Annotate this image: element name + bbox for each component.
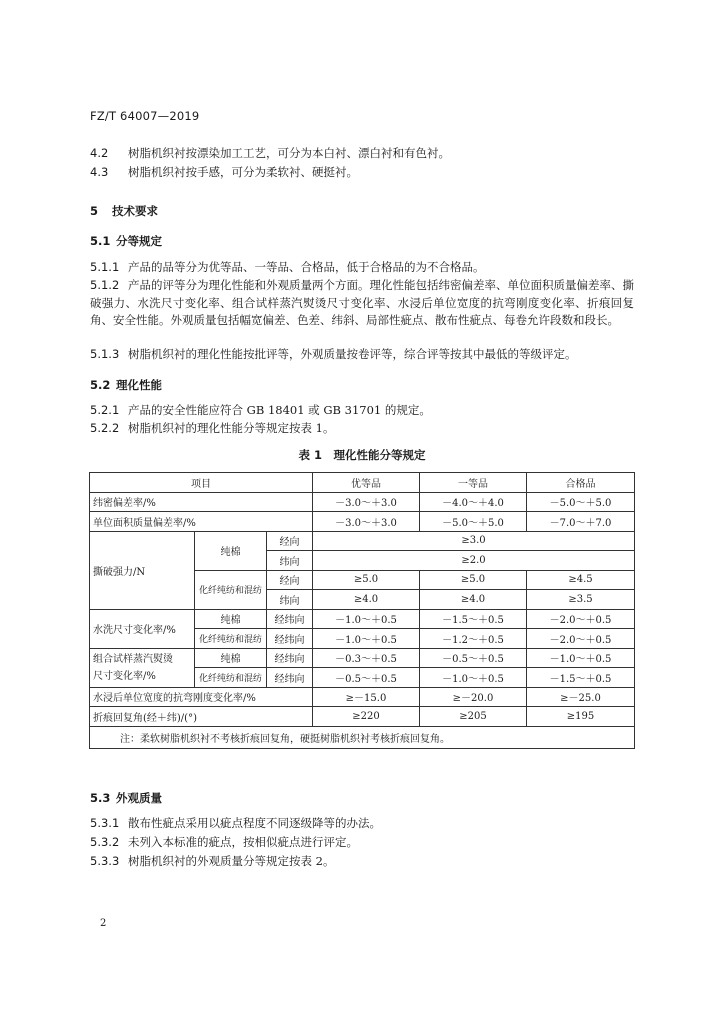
section-title: 技术要求 (112, 204, 158, 218)
cell: ≥3.5 (527, 590, 635, 610)
cell: ≥220 (313, 707, 420, 727)
table-row (90, 687, 635, 707)
clause-number: 4.2 (90, 146, 109, 160)
clause-text: 树脂机织衬按手感，可分为柔软衬、硬挺衬。 (128, 165, 358, 179)
clause-number: 5.2.1 (90, 403, 120, 417)
clause-text: 树脂机织衬的理化性能按批评等，外观质量按卷评等，综合评等按其中最低的等级评定。 (128, 347, 577, 361)
clause-text: 散布性疵点采用以疵点程度不同逐级降等的办法。 (128, 816, 381, 830)
row-label (90, 648, 195, 687)
cell: －5.0～＋5.0 (420, 512, 527, 532)
section-5-2-heading (90, 377, 162, 393)
header-grade-superior: 优等品 (313, 473, 420, 493)
table-row (90, 492, 635, 512)
clause-number: 4.3 (90, 165, 109, 179)
clause-number: 5.3.1 (90, 816, 120, 830)
cell: ≥3.0 (313, 531, 635, 551)
table-row (90, 512, 635, 532)
section-number: 5.2 (90, 378, 111, 392)
material-label: 化纤纯纺和混纺 (195, 570, 267, 609)
section-number: 5 (90, 204, 99, 218)
clause-4-2 (90, 146, 450, 160)
cell: ≥4.0 (420, 590, 527, 610)
clause-number: 5.1.3 (90, 347, 120, 361)
clause-number: 5.3.2 (90, 835, 120, 849)
clause-number: 5.3.3 (90, 854, 120, 868)
table-row (90, 609, 635, 629)
clause-text: 产品的评等分为理化性能和外观质量两个方面。理化性能包括纬密偏差率、单位面积质量偏差率、撕破强力、水洗尺寸变化率、组合试样蒸汽熨烫尺寸变化率、水浸后单位宽度的抗弯刚度变化率、折痕回复角、安全性能。外观质量包括幅宽偏差、色差、纬斜、局部性疵点、散布性疵点、每卷允许段数和段长。 (90, 278, 634, 327)
clause-text: 树脂机织衬的外观质量分等规定按表 2。 (128, 854, 335, 868)
clause-5-1-2 (90, 277, 634, 330)
clause-text: 未列入本标准的疵点，按相似疵点进行评定。 (128, 835, 358, 849)
material-label: 化纤纯纺和混纺 (195, 668, 267, 688)
clause-text: 树脂机织衬的理化性能分等规定按表 1。 (128, 421, 335, 435)
cell: ≥－25.0 (527, 687, 635, 707)
clause-text: 树脂机织衬按漂染加工工艺，可分为本白衬、漂白衬和有色衬。 (128, 146, 450, 160)
cell: ≥205 (420, 707, 527, 727)
clause-number: 5.1.2 (90, 278, 120, 292)
header-grade-first: 一等品 (420, 473, 527, 493)
cell: －5.0～＋5.0 (527, 492, 635, 512)
cell: ≥－15.0 (313, 687, 420, 707)
clause-4-3 (90, 165, 358, 179)
cell: －4.0～＋4.0 (420, 492, 527, 512)
direction-label: 经向 (267, 570, 313, 590)
cell: －3.0～＋3.0 (313, 492, 420, 512)
table-note: 注：柔软树脂机织衬不考核折痕回复角，硬挺树脂机织衬考核折痕回复角。 (90, 726, 635, 748)
table-1 (89, 472, 635, 749)
material-label: 纯棉 (195, 648, 267, 668)
section-number: 5.3 (90, 791, 111, 805)
direction-label: 经纬向 (267, 668, 313, 688)
direction-label: 经纬向 (267, 609, 313, 629)
table-note-row (90, 726, 635, 748)
direction-label: 经向 (267, 531, 313, 551)
row-label: 水浸后单位宽度的抗弯刚度变化率/% (90, 687, 313, 707)
clause-text: 产品的品等分为优等品、一等品、合格品，低于合格品的为不合格品。 (128, 260, 485, 274)
clause-5-2-1 (90, 403, 431, 417)
cell: ≥4.0 (313, 590, 420, 610)
section-5-3-heading (90, 790, 162, 806)
cell: －0.5～＋0.5 (420, 648, 527, 668)
table-row (90, 707, 635, 727)
cell: －7.0～＋7.0 (527, 512, 635, 532)
clause-5-3-3 (90, 854, 334, 868)
direction-label: 经纬向 (267, 648, 313, 668)
cell: －2.0～＋0.5 (527, 629, 635, 649)
clause-5-3-1 (90, 816, 381, 830)
row-label: 水洗尺寸变化率/% (90, 609, 195, 648)
clause-number: 5.1.1 (90, 260, 120, 274)
direction-label: 经纬向 (267, 629, 313, 649)
cell: －1.0～＋0.5 (313, 629, 420, 649)
cell: ≥4.5 (527, 570, 635, 590)
table-1-caption: 表 1 理化性能分等规定 (298, 448, 426, 462)
table-row (90, 531, 635, 551)
clause-5-2-2 (90, 421, 334, 435)
row-label: 纬密偏差率/% (90, 492, 313, 512)
header-grade-qualified: 合格品 (527, 473, 635, 493)
cell: －3.0～＋3.0 (313, 512, 420, 532)
row-label-line: 组合试样蒸汽熨烫 (93, 653, 173, 665)
clause-text: 产品的安全性能应符合 GB 18401 或 GB 31701 的规定。 (128, 403, 431, 417)
cell: －1.0～＋0.5 (420, 668, 527, 688)
section-title: 分等规定 (116, 234, 162, 248)
cell: －0.5～＋0.5 (313, 668, 420, 688)
section-title: 外观质量 (116, 791, 162, 805)
section-5-1-heading (90, 233, 162, 249)
cell: －1.0～＋0.5 (313, 609, 420, 629)
section-5-heading (90, 203, 158, 219)
cell: ≥195 (527, 707, 635, 727)
clause-5-1-1 (90, 259, 634, 277)
cell: －1.0～＋0.5 (527, 648, 635, 668)
clause-5-3-2 (90, 835, 358, 849)
material-label: 化纤纯纺和混纺 (195, 629, 267, 649)
direction-label: 纬向 (267, 590, 313, 610)
row-label: 撕破强力/N (90, 531, 195, 609)
page-number: 2 (100, 918, 107, 929)
cell: ≥5.0 (313, 570, 420, 590)
row-label: 折痕回复角(经＋纬)/(°) (90, 707, 313, 727)
cell: －1.5～＋0.5 (527, 668, 635, 688)
header-item: 项目 (90, 473, 313, 493)
cell: ≥－20.0 (420, 687, 527, 707)
cell: －1.2～＋0.5 (420, 629, 527, 649)
material-label: 纯棉 (195, 531, 267, 570)
clause-5-1-3 (90, 346, 634, 364)
table-row (90, 648, 635, 668)
material-label: 纯棉 (195, 609, 267, 629)
cell: －2.0～＋0.5 (527, 609, 635, 629)
direction-label: 纬向 (267, 551, 313, 571)
section-number: 5.1 (90, 234, 111, 248)
clause-number: 5.2.2 (90, 421, 120, 435)
cell: －1.5～＋0.5 (420, 609, 527, 629)
row-label-line: 尺寸变化率/% (93, 670, 156, 682)
cell: ≥2.0 (313, 551, 635, 571)
cell: －0.3～＋0.5 (313, 648, 420, 668)
row-label: 单位面积质量偏差率/% (90, 512, 313, 532)
table-header-row (90, 473, 635, 493)
cell: ≥5.0 (420, 570, 527, 590)
section-title: 理化性能 (116, 378, 162, 392)
standard-code-header: FZ/T 64007—2019 (90, 109, 200, 123)
